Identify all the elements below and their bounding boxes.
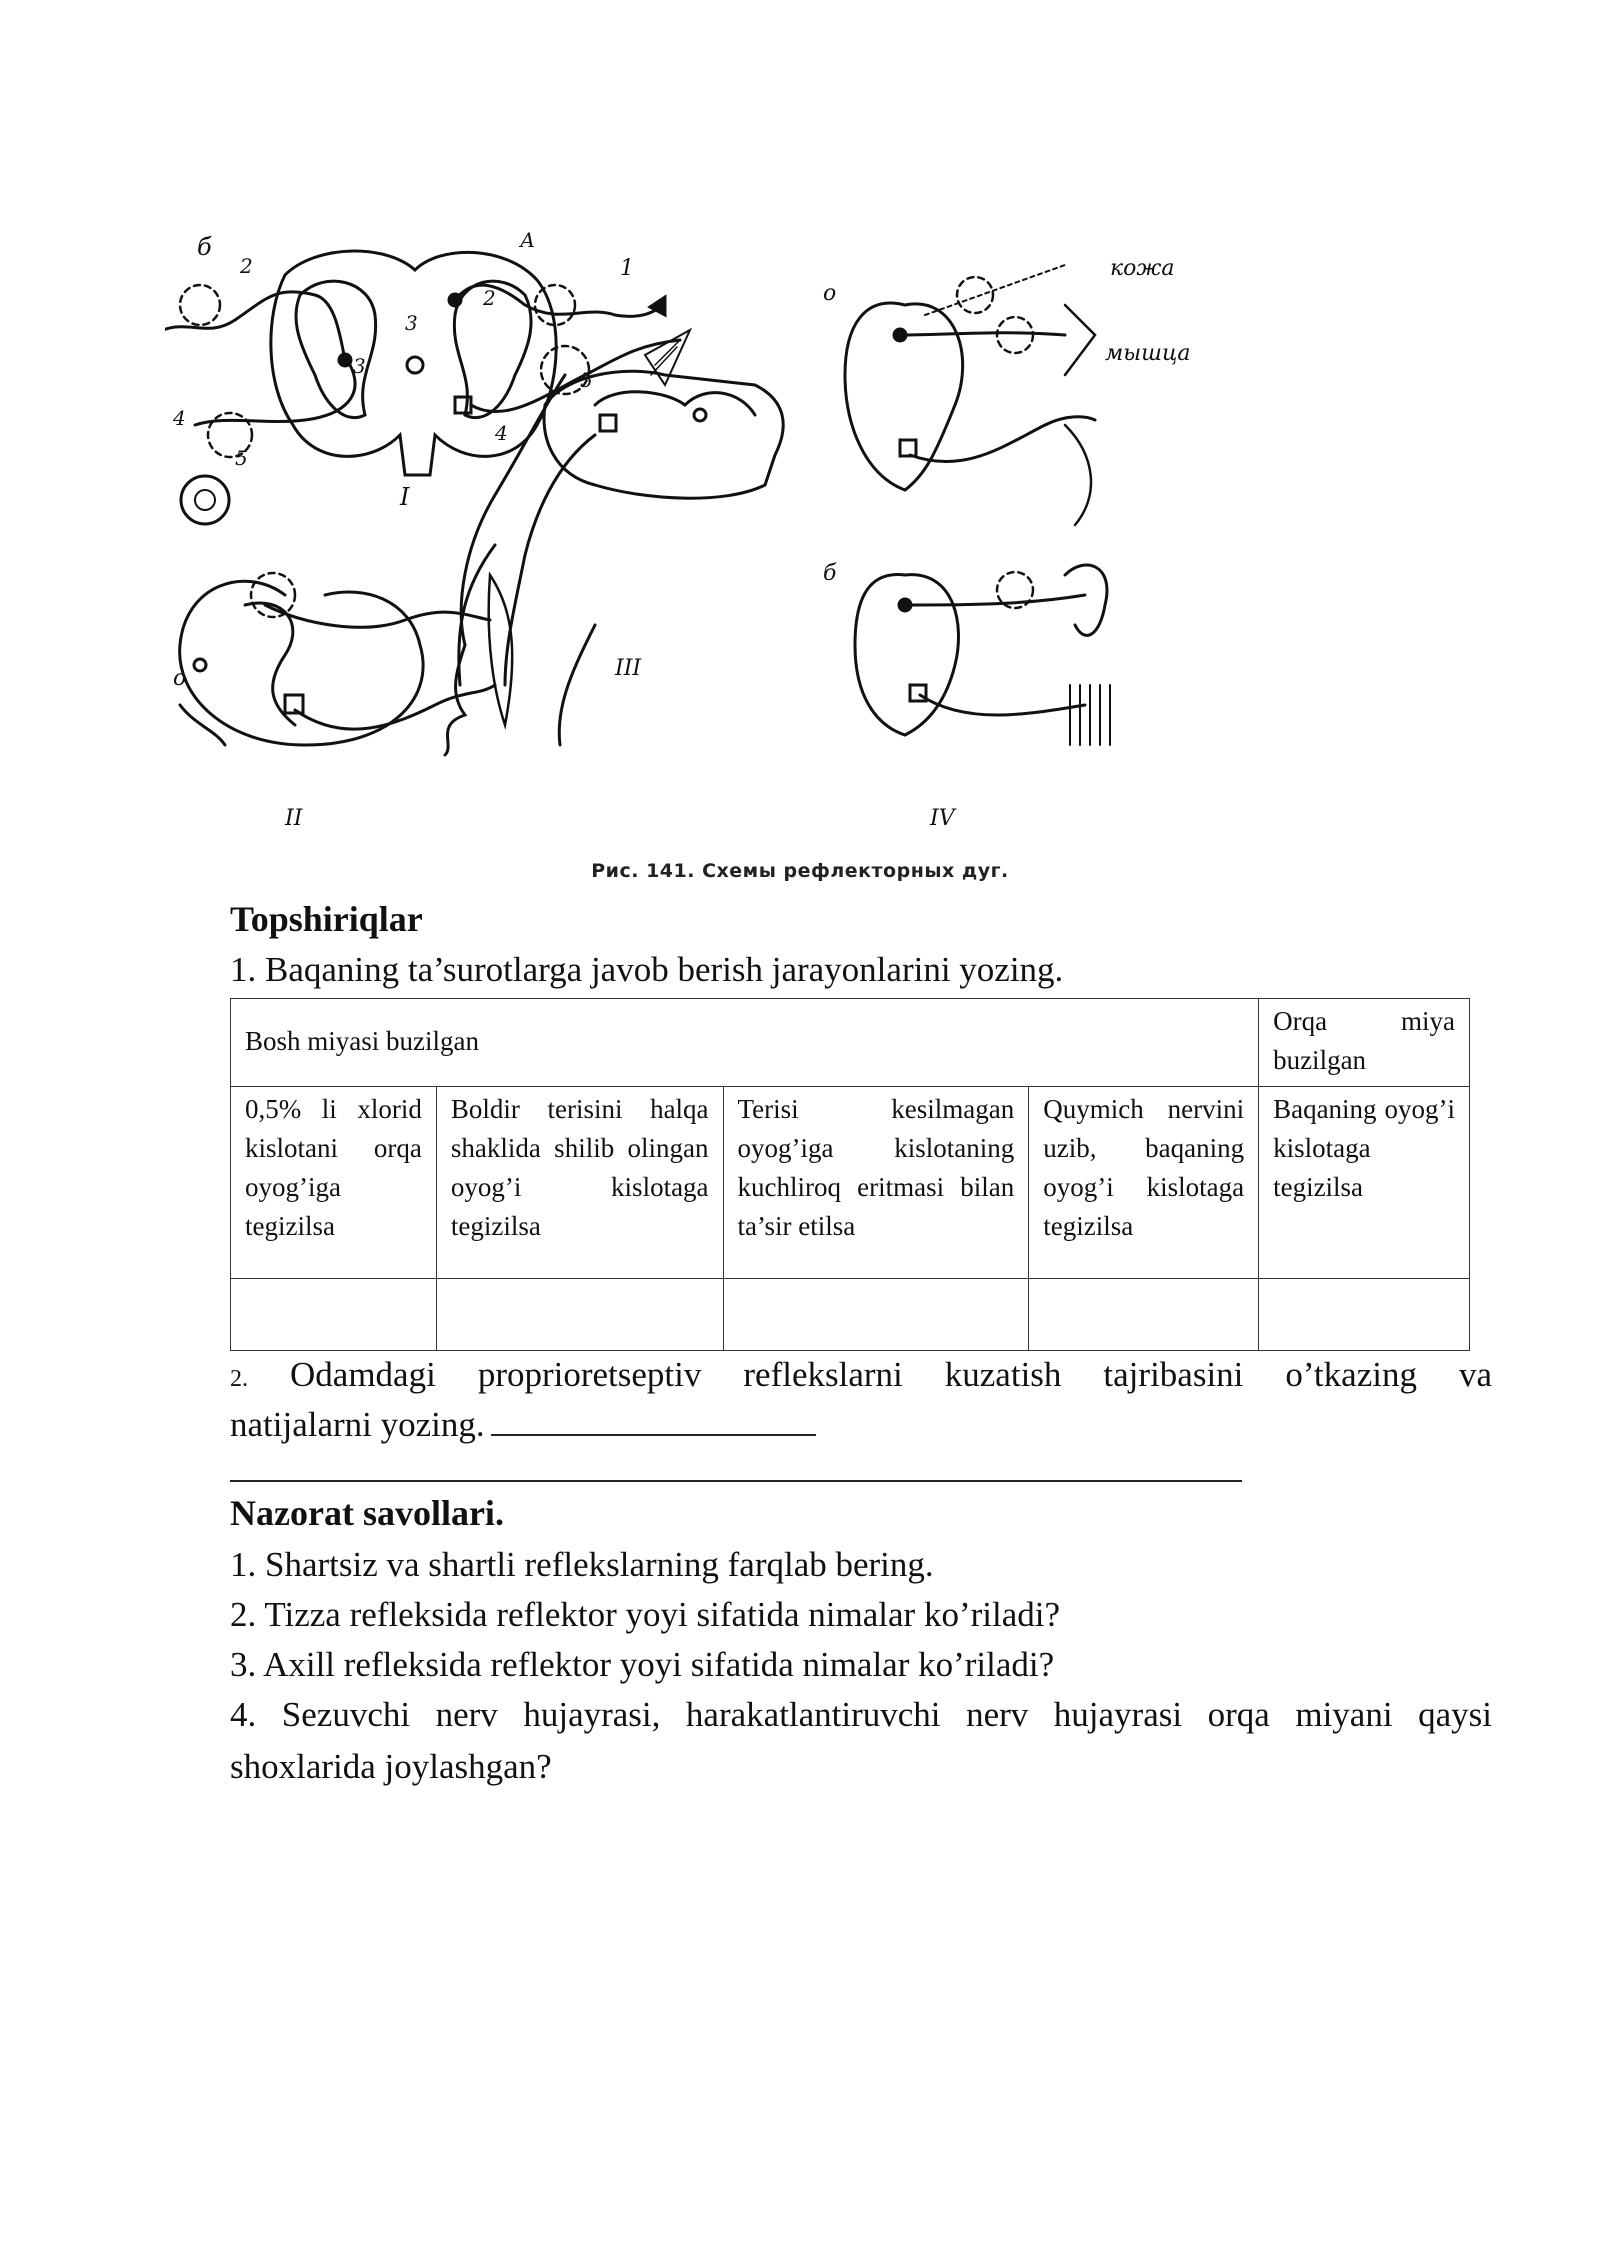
condition-text: 0,5% li xlorid kislotani orqa oyog’iga tegizilsa	[245, 1094, 422, 1241]
fig-label-roman-3: III	[615, 656, 642, 681]
answer-rule[interactable]	[230, 1480, 1242, 1482]
task-2-line-2	[230, 1400, 816, 1450]
condition-text: Baqaning oyog’i kislotaga tegizilsa	[1273, 1094, 1455, 1202]
fig-label-2a: 2	[240, 254, 253, 278]
table-header-row	[231, 999, 1470, 1087]
fig-label-b: б	[197, 233, 212, 261]
fig-label-a: А	[520, 228, 536, 252]
condition-cell	[231, 1087, 437, 1279]
fig-label-5a: 5	[580, 368, 593, 392]
fig-label-4b: 4	[495, 421, 508, 445]
condition-cell	[1029, 1087, 1259, 1279]
reflex-arc-figure	[165, 225, 1495, 885]
answer-cell[interactable]	[723, 1279, 1029, 1351]
table-row	[231, 1087, 1470, 1279]
fig-label-roman-1: I	[400, 483, 410, 511]
header-spine-word1: Orqa	[1273, 1006, 1328, 1036]
fig-label-roman-4: IV	[930, 806, 955, 831]
condition-cell	[723, 1087, 1029, 1279]
condition-text: Boldir terisini halqa shaklida shilib olingan oyog’i kislotaga tegizilsa	[450, 1094, 709, 1241]
question-1: 1. Shartsiz va shartli reflekslarning farqlab bering.	[230, 1545, 934, 1584]
task-2-text-end: natijalarni yozing.	[230, 1405, 485, 1444]
fig-label-b-right: б	[823, 561, 837, 586]
panel-4-diagram	[845, 265, 1110, 745]
condition-text: Quymich nervini uzib, baqaning oyog’i kislotaga tegizilsa	[1043, 1094, 1245, 1241]
task-2-number: 2.	[230, 1366, 248, 1392]
fig-label-roman-2: II	[285, 806, 303, 831]
header-spine-destroyed	[1259, 999, 1470, 1087]
condition-text: Terisi kesilmagan oyog’iga kislotaning kuchliroq eritmasi bilan ta’sir etilsa	[737, 1094, 1015, 1241]
header-spine-word2: miya	[1401, 1006, 1455, 1036]
answer-cell[interactable]	[1029, 1279, 1259, 1351]
fig-label-o-top: о	[823, 281, 837, 306]
responses-table	[230, 998, 1470, 1351]
tasks-heading: Topshiriqlar	[230, 899, 423, 939]
fig-label-muscle: мышца	[1105, 341, 1191, 366]
fig-label-1: 1	[620, 256, 634, 281]
answer-row	[231, 1279, 1470, 1351]
header-brain-destroyed: Bosh miyasi buzilgan	[231, 999, 1259, 1087]
question-4-line-1: 4. Sezuvchi nerv hujayrasi, harakatlantiruvchi nerv hujayrasi orqa miyani qaysi	[230, 1695, 1492, 1734]
task-2-text: Odamdagi proprioretseptiv reflekslarni kuzatish tajribasini o’tkazing va	[290, 1355, 1492, 1394]
header-spine-word3: buzilgan	[1273, 1045, 1367, 1075]
fig-label-3a: 3	[353, 354, 366, 378]
condition-cell	[1259, 1087, 1470, 1279]
fig-label-skin: кожа	[1110, 256, 1175, 281]
task-1-text: 1. Baqaning ta’surotlarga javob berish jarayonlarini yozing.	[230, 950, 1064, 989]
fig-label-3b: 3	[405, 311, 418, 335]
answer-blank[interactable]	[491, 1400, 816, 1436]
figure-caption: Рис. 141. Схемы рефлекторных дуг.	[591, 860, 1009, 882]
question-2: 2. Tizza refleksida reflektor yoyi sifatida nimalar ko’riladi?	[230, 1595, 1061, 1634]
answer-cell[interactable]	[1259, 1279, 1470, 1351]
task-2-line-1	[230, 1350, 1492, 1404]
control-heading: Nazorat savollari.	[230, 1493, 504, 1533]
fig-label-5b: 5	[235, 446, 248, 470]
fig-label-2b: 2	[483, 286, 496, 310]
panel-1-diagram	[165, 251, 690, 524]
question-4-line-2: shoxlarida joylashgan?	[230, 1747, 552, 1786]
fig-label-4a: 4	[173, 406, 186, 430]
answer-cell[interactable]	[231, 1279, 437, 1351]
condition-cell	[436, 1087, 723, 1279]
fig-label-o-left: о	[173, 666, 187, 691]
answer-cell[interactable]	[436, 1279, 723, 1351]
question-3: 3. Axill refleksida reflektor yoyi sifatida nimalar ko’riladi?	[230, 1645, 1055, 1684]
